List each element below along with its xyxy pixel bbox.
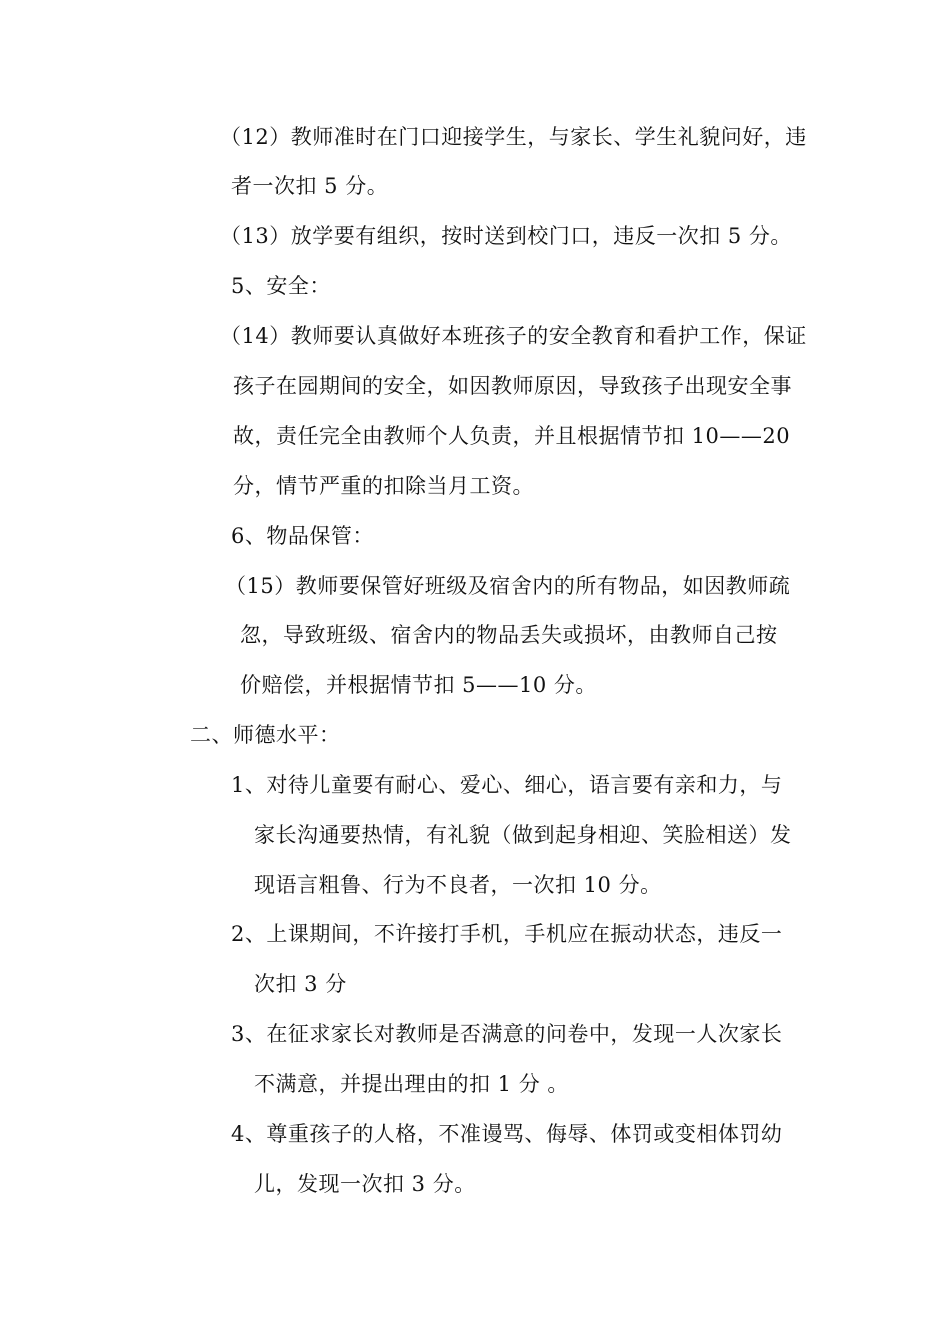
text-line: 孩子在园期间的安全，如因教师原因，导致孩子出现安全事 xyxy=(233,374,792,398)
text-line: （12）教师准时在门口迎接学生，与家长、学生礼貌问好，违 xyxy=(220,125,807,149)
text-line: 分，情节严重的扣除当月工资。 xyxy=(233,474,534,498)
text-line: 忽，导致班级、宿舍内的物品丢失或损坏，由教师自己按 xyxy=(240,623,778,647)
text-line: （13）放学要有组织，按时送到校门口，违反一次扣 5 分。 xyxy=(220,224,792,248)
text-line: 者一次扣 5 分。 xyxy=(231,174,389,198)
text-line: （14）教师要认真做好本班孩子的安全教育和看护工作，保证 xyxy=(220,324,807,348)
text-line: 不满意，并提出理由的扣 1 分 。 xyxy=(254,1072,569,1096)
section-heading: 5、安全： xyxy=(231,274,331,298)
text-line: 价赔偿，并根据情节扣 5——10 分。 xyxy=(240,673,597,697)
text-line: 次扣 3 分 xyxy=(254,972,347,996)
text-line: 4、尊重孩子的人格，不准谩骂、侮辱、体罚或变相体罚幼 xyxy=(231,1122,783,1146)
text-line: 故，责任完全由教师个人负责，并且根据情节扣 10——20 xyxy=(233,424,791,448)
text-line: 现语言粗鲁、行为不良者，一次扣 10 分。 xyxy=(254,873,662,897)
text-line: 儿，发现一次扣 3 分。 xyxy=(254,1172,476,1196)
section-heading: 6、物品保管： xyxy=(231,524,374,548)
text-line: 1、对待儿童要有耐心、爱心、细心，语言要有亲和力，与 xyxy=(231,773,783,797)
section-heading: 二、师德水平： xyxy=(190,723,341,747)
text-line: 2、上课期间，不许接打手机，手机应在振动状态，违反一 xyxy=(231,922,783,946)
text-line: 3、在征求家长对教师是否满意的问卷中，发现一人次家长 xyxy=(231,1022,783,1046)
text-line: （15）教师要保管好班级及宿舍内的所有物品，如因教师疏 xyxy=(225,574,791,598)
text-line: 家长沟通要热情，有礼貌（做到起身相迎、笑脸相送）发 xyxy=(254,823,792,847)
